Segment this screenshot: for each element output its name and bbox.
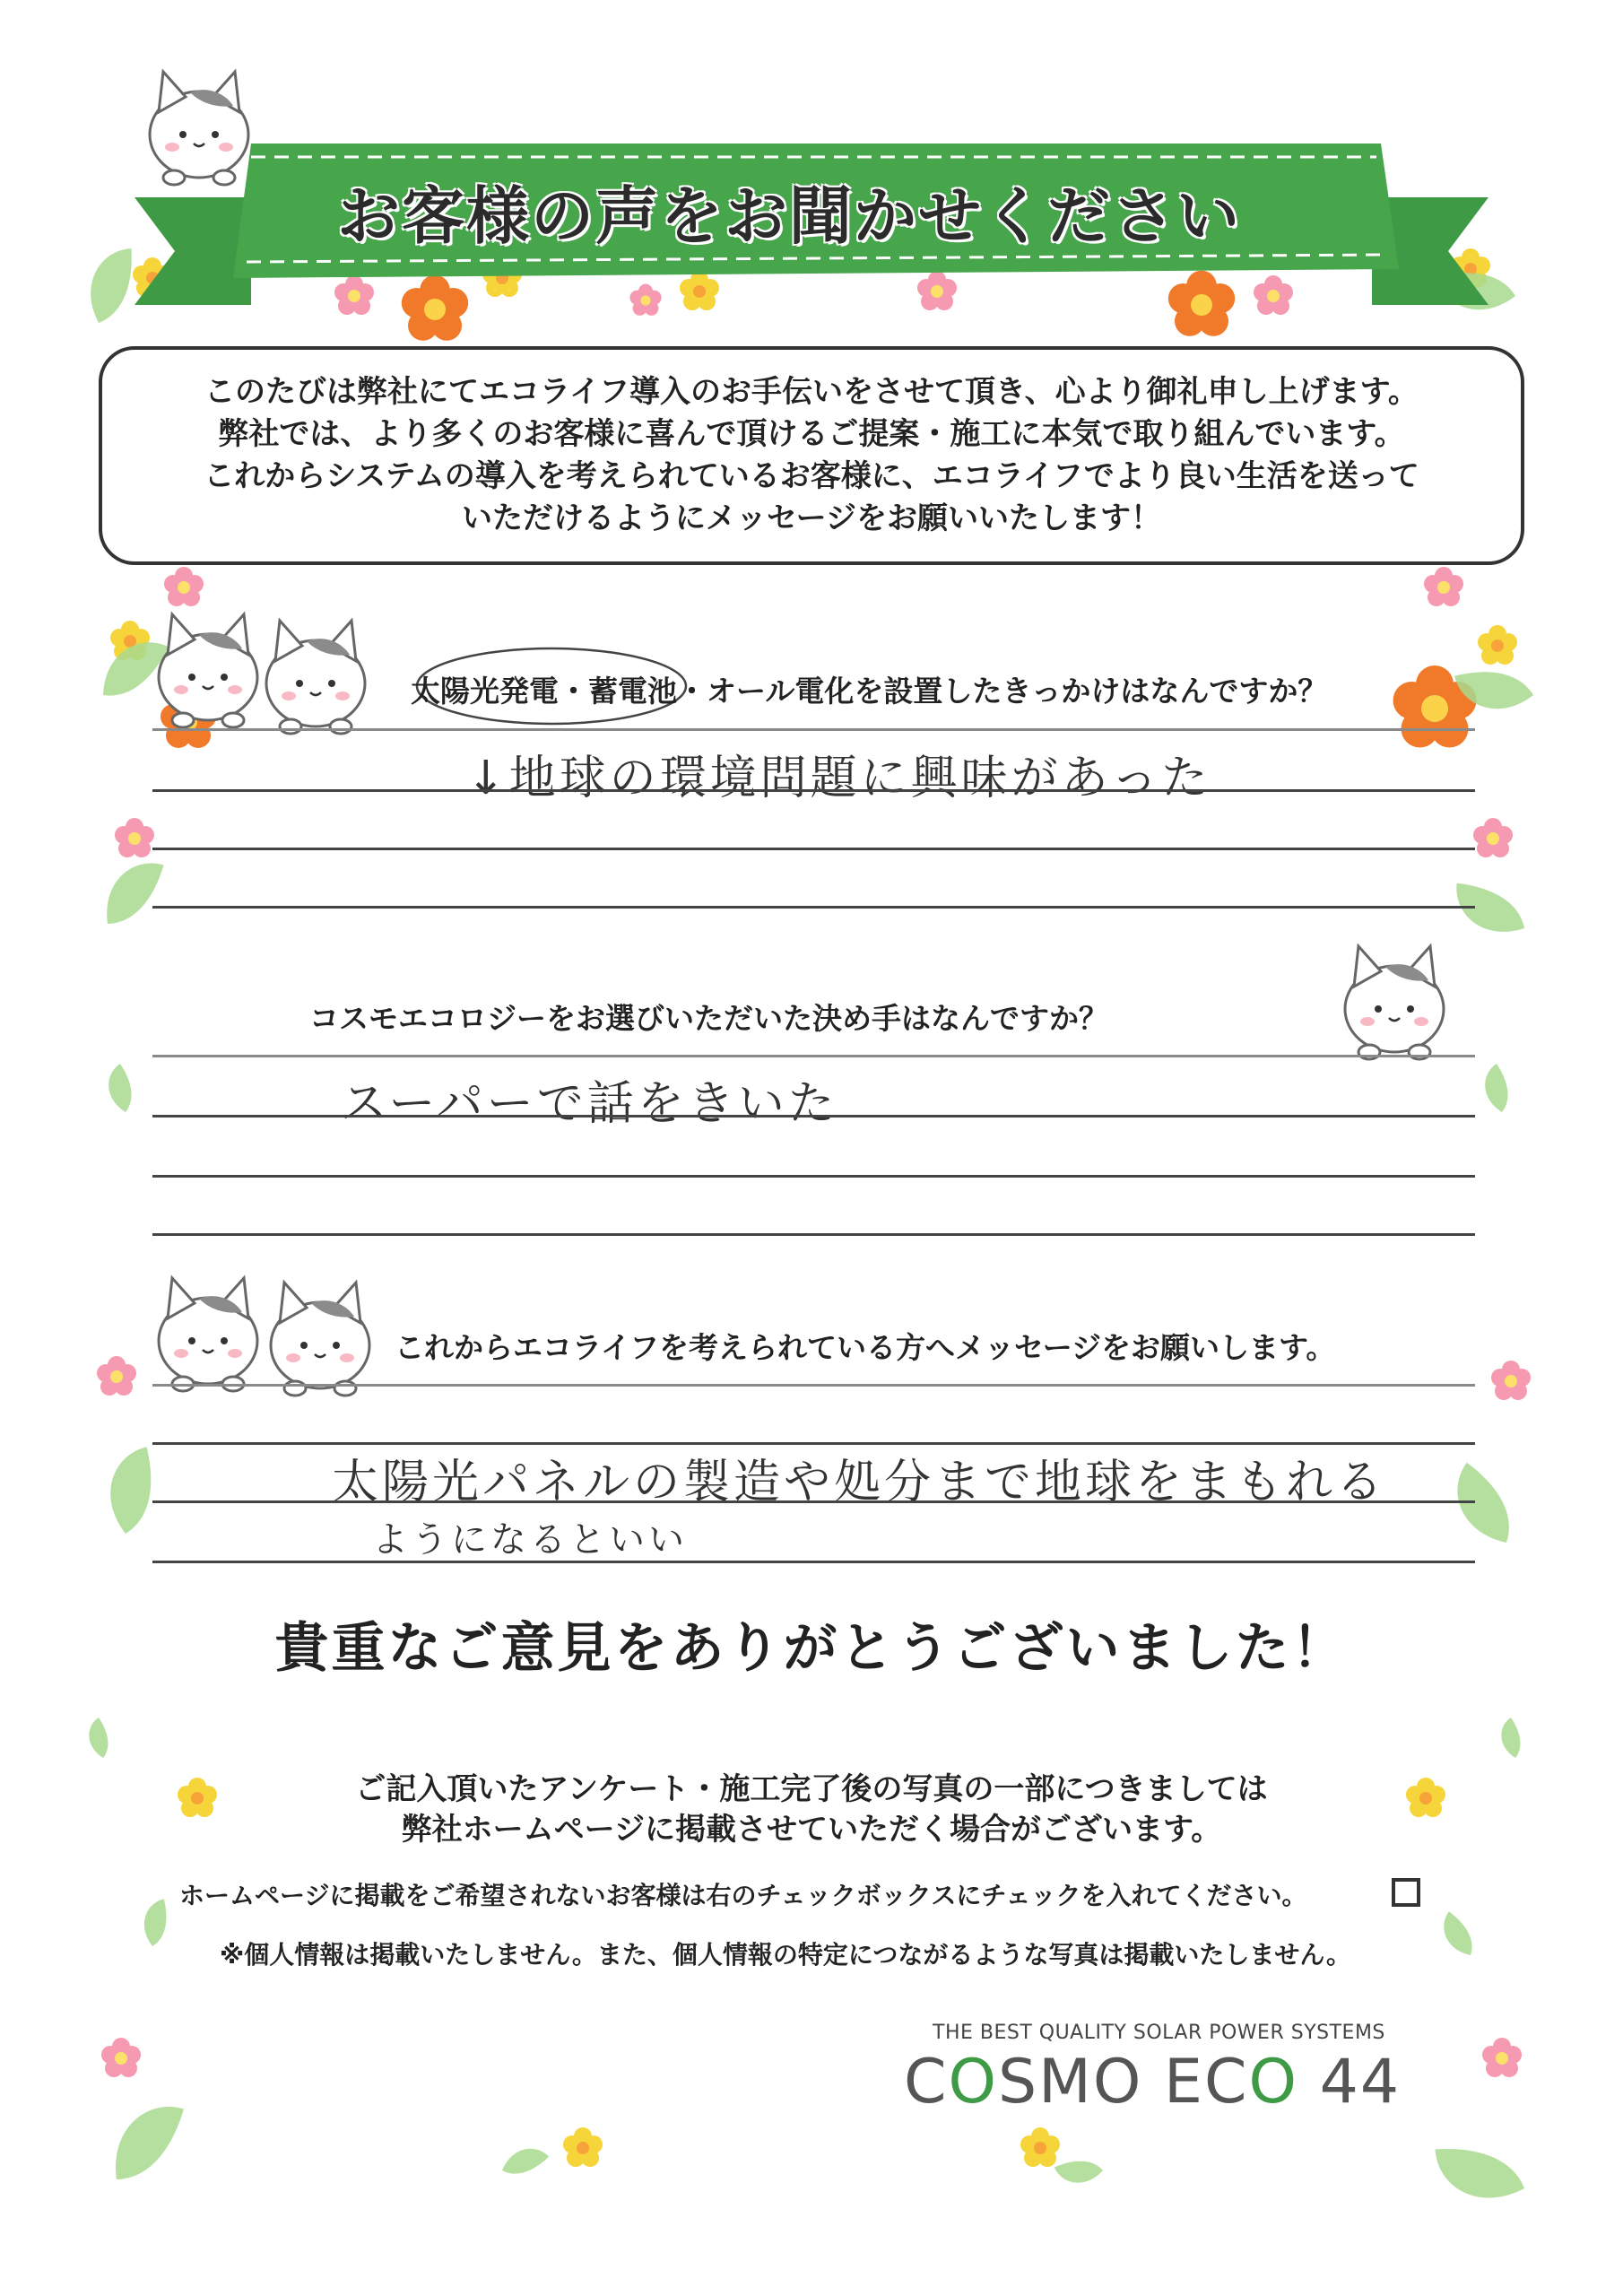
no-publish-checkbox[interactable] (1392, 1878, 1420, 1907)
question-3-answer-line2[interactable]: ようになるといい (372, 1519, 688, 1561)
answer-line (152, 728, 1475, 731)
page-title: お客様の声をお聞かせください (337, 178, 1241, 253)
answer-line (152, 848, 1475, 850)
answer-line (152, 789, 1475, 792)
answer-line (152, 1115, 1475, 1118)
cat-icon (1345, 946, 1444, 1059)
question-3-label: これからエコライフを考えられている方へメッセージをお願いします。 (395, 1330, 1336, 1365)
notice-line-1: ご記入頂いたアンケート・施工完了後の写真の一部につきましては (355, 1771, 1268, 1807)
cat-icon (159, 1278, 257, 1391)
logo-text: C (904, 2047, 949, 2118)
answer-line (152, 1561, 1475, 1563)
question-1-answer[interactable]: ↓地球の環境問題に興味があった (466, 752, 1212, 805)
intro-line: これからシステムの導入を考えられているお客様に、エコライフでより良い生活を送って (204, 458, 1419, 494)
logo-circle-icon: O (1248, 2047, 1298, 2118)
logo-tagline: THE BEST QUALITY SOLAR POWER SYSTEMS (933, 2022, 1385, 2044)
answer-line (152, 1175, 1475, 1178)
logo-circle-icon: O (948, 2047, 999, 2118)
answer-line (152, 1055, 1475, 1057)
cat-icon (271, 1283, 369, 1396)
answer-line (152, 1500, 1475, 1503)
thank-you-heading: 貴重なご意見をありがとうございました！ (274, 1617, 1349, 1680)
privacy-note: ※個人情報は掲載いたしません。また、個人情報の特定につながるような写真は掲載いたしません。 (220, 1940, 1352, 1970)
intro-line: 弊社では、より多くのお客様に喜んで頂けるご提案・施工に本気で取り組んでいます。 (218, 416, 1405, 452)
checkbox-instruction: ホームページに掲載をご希望されないお客様は右のチェックボックスにチェックを入れてください。 (179, 1881, 1307, 1910)
company-logo (904, 2047, 1401, 2118)
question-3-answer-line1[interactable]: 太陽光パネルの製造や処分まで地球をまもれる (332, 1456, 1387, 1509)
question-2-label: コスモエコロジーをお選びいただいた決め手はなんですか？ (309, 1001, 1108, 1036)
notice-line-2: 弊社ホームページに掲載させていただく場合がございます。 (401, 1812, 1222, 1848)
logo-number: 44 (1319, 2047, 1402, 2118)
intro-line: このたびは弊社にてエコライフ導入のお手伝いをさせて頂き、心より御礼申し上げます。 (204, 374, 1419, 410)
logo-text: SMO EC (998, 2047, 1249, 2118)
answer-line (152, 1233, 1475, 1236)
question-1-label: 太陽光発電・蓄電池・オール電化を設置したきっかけはなんですか？ (411, 674, 1328, 709)
intro-line: いただけるようにメッセージをお願いいたします！ (462, 500, 1161, 536)
answer-line (152, 1384, 1475, 1387)
question-2-answer[interactable]: スーパーで話をきいた (341, 1077, 838, 1131)
answer-line (152, 906, 1475, 909)
